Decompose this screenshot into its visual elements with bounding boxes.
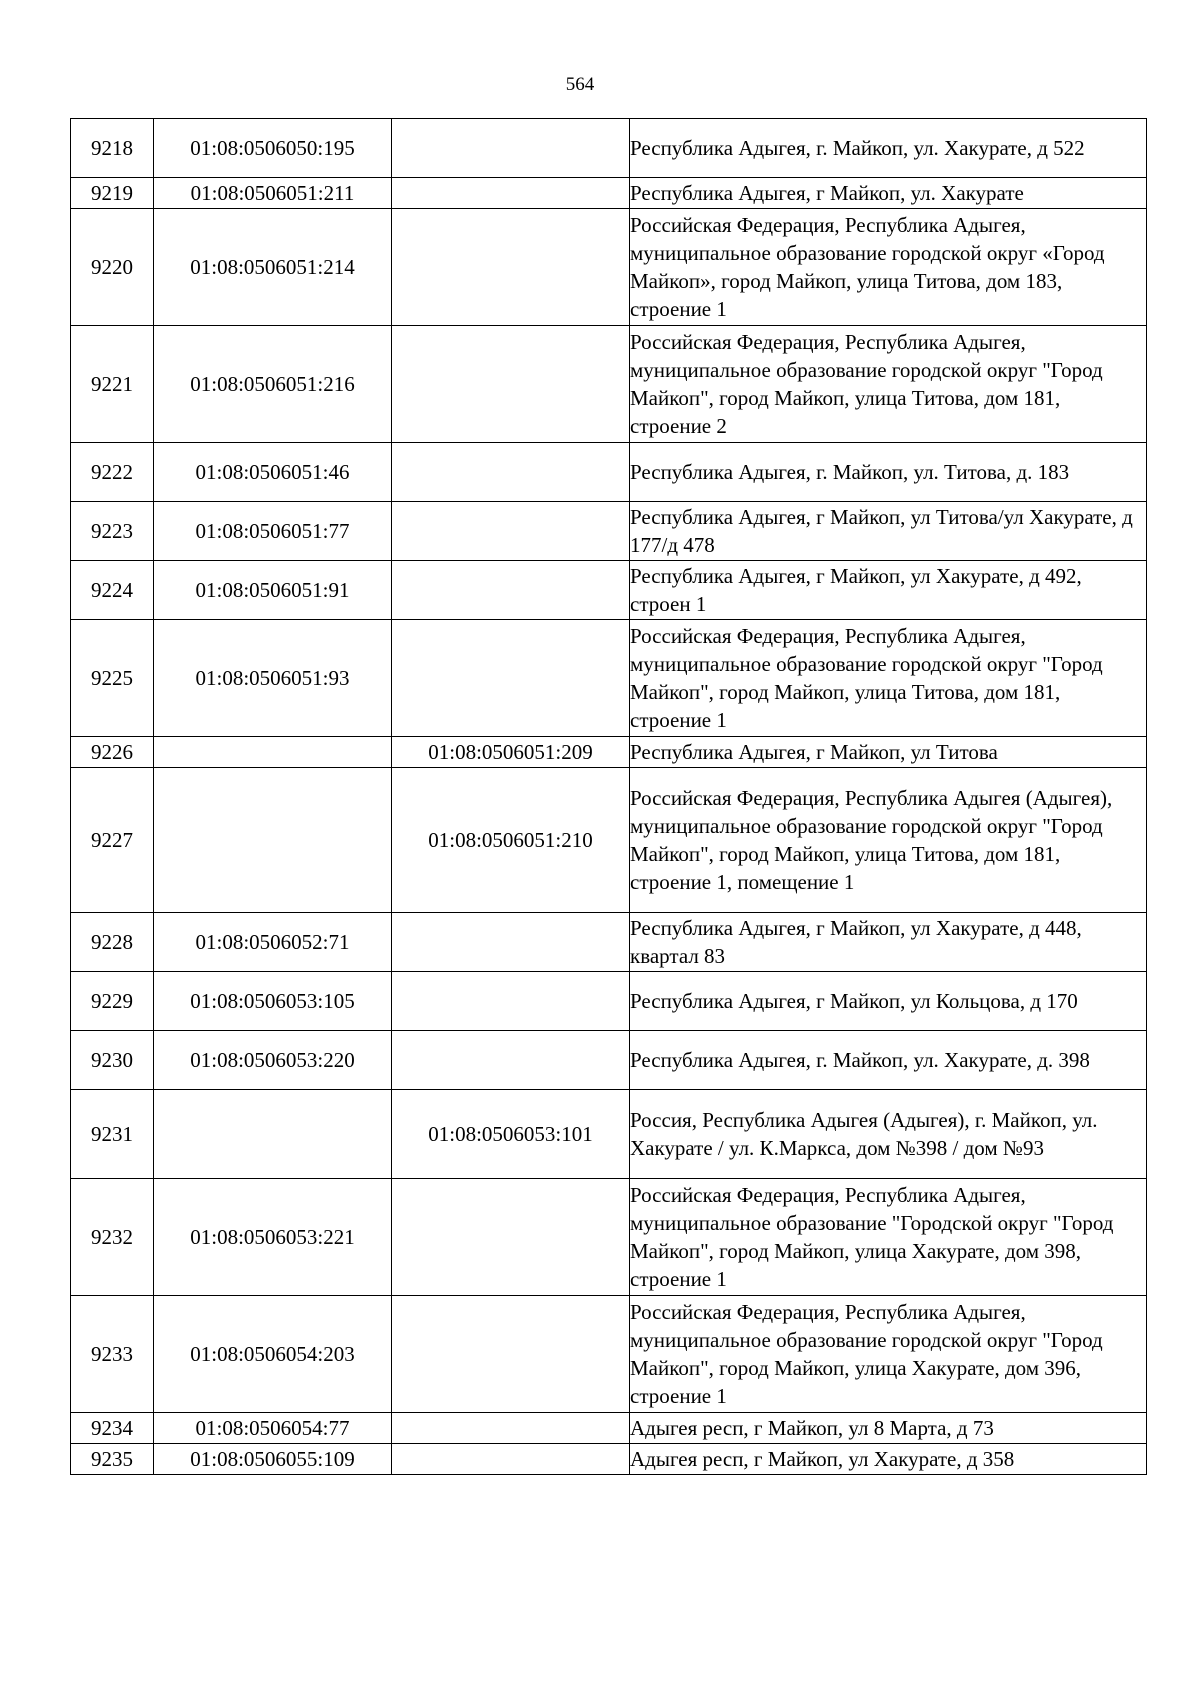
- cadastral-number-cell: 01:08:0506051:46: [154, 443, 392, 502]
- row-number-cell: 9235: [71, 1444, 154, 1475]
- address-cell: Республика Адыгея, г. Майкоп, ул. Титова, д. 183: [630, 443, 1147, 502]
- table-row: [71, 972, 1147, 1031]
- related-cadastral-number-cell: [392, 1031, 630, 1090]
- cadastral-number-cell: 01:08:0506050:195: [154, 119, 392, 178]
- table-row: [71, 1296, 1147, 1413]
- table-row: [71, 561, 1147, 620]
- related-cadastral-number-cell: [392, 209, 630, 326]
- related-cadastral-number-cell: [392, 1179, 630, 1296]
- table-row: [71, 737, 1147, 768]
- address-cell: Республика Адыгея, г. Майкоп, ул. Хакурате, д 522: [630, 119, 1147, 178]
- cadastral-number-cell: 01:08:0506053:105: [154, 972, 392, 1031]
- cadastral-number-cell: 01:08:0506053:220: [154, 1031, 392, 1090]
- address-cell: Республика Адыгея, г. Майкоп, ул. Хакурате, д. 398: [630, 1031, 1147, 1090]
- table-row: [71, 209, 1147, 326]
- address-cell: Российская Федерация, Республика Адыгея (Адыгея), муниципальное образование городской округ "Город Майкоп", город Майкоп, улица Титова, дом 181, строение 1, помещение 1: [630, 768, 1147, 913]
- row-number-cell: 9223: [71, 502, 154, 561]
- related-cadastral-number-cell: [392, 119, 630, 178]
- related-cadastral-number-cell: [392, 1444, 630, 1475]
- row-number-cell: 9231: [71, 1090, 154, 1179]
- cadastral-number-cell: 01:08:0506051:93: [154, 620, 392, 737]
- cadastral-number-cell: 01:08:0506055:109: [154, 1444, 392, 1475]
- address-cell: Республика Адыгея, г Майкоп, ул Кольцова, д 170: [630, 972, 1147, 1031]
- related-cadastral-number-cell: [392, 972, 630, 1031]
- related-cadastral-number-cell: [392, 913, 630, 972]
- row-number-cell: 9218: [71, 119, 154, 178]
- row-number-cell: 9232: [71, 1179, 154, 1296]
- related-cadastral-number-cell: [392, 326, 630, 443]
- address-cell: Адыгея респ, г Майкоп, ул 8 Марта, д 73: [630, 1413, 1147, 1444]
- row-number-cell: 9230: [71, 1031, 154, 1090]
- cadastral-number-cell: 01:08:0506051:216: [154, 326, 392, 443]
- row-number-cell: 9222: [71, 443, 154, 502]
- table-row: [71, 119, 1147, 178]
- table-row: [71, 1444, 1147, 1475]
- row-number-cell: 9226: [71, 737, 154, 768]
- cadastral-number-cell: 01:08:0506053:221: [154, 1179, 392, 1296]
- related-cadastral-number-cell: 01:08:0506051:209: [392, 737, 630, 768]
- address-cell: Россия, Республика Адыгея (Адыгея), г. Майкоп, ул. Хакурате / ул. К.Маркса, дом №398 / дом №93: [630, 1090, 1147, 1179]
- row-number-cell: 9224: [71, 561, 154, 620]
- address-cell: Республика Адыгея, г Майкоп, ул Хакурате, д 448, квартал 83: [630, 913, 1147, 972]
- row-number-cell: 9234: [71, 1413, 154, 1444]
- related-cadastral-number-cell: [392, 561, 630, 620]
- address-cell: Республика Адыгея, г Майкоп, ул Титова/ул Хакурате, д 177/д 478: [630, 502, 1147, 561]
- address-cell: Российская Федерация, Республика Адыгея, муниципальное образование городской округ «Город Майкоп», город Майкоп, улица Титова, дом 183, строение 1: [630, 209, 1147, 326]
- address-cell: Российская Федерация, Республика Адыгея, муниципальное образование "Городской округ "Город Майкоп", город Майкоп, улица Хакурате, дом 398, строение 1: [630, 1179, 1147, 1296]
- cadastral-number-cell: 01:08:0506051:91: [154, 561, 392, 620]
- table-row: [71, 768, 1147, 913]
- cadastral-number-cell: 01:08:0506054:77: [154, 1413, 392, 1444]
- records-table: [70, 118, 1147, 1475]
- address-cell: Адыгея респ, г Майкоп, ул Хакурате, д 358: [630, 1444, 1147, 1475]
- related-cadastral-number-cell: 01:08:0506051:210: [392, 768, 630, 913]
- table-row: [71, 178, 1147, 209]
- table-row: [71, 1413, 1147, 1444]
- cadastral-number-cell: [154, 768, 392, 913]
- table-row: [71, 326, 1147, 443]
- table-row: [71, 1179, 1147, 1296]
- cadastral-number-cell: [154, 1090, 392, 1179]
- related-cadastral-number-cell: [392, 1296, 630, 1413]
- address-cell: Российская Федерация, Республика Адыгея, муниципальное образование городской округ "Город Майкоп", город Майкоп, улица Титова, дом 181, строение 2: [630, 326, 1147, 443]
- table-row: [71, 1090, 1147, 1179]
- related-cadastral-number-cell: [392, 1413, 630, 1444]
- row-number-cell: 9220: [71, 209, 154, 326]
- row-number-cell: 9221: [71, 326, 154, 443]
- cadastral-number-cell: 01:08:0506051:211: [154, 178, 392, 209]
- related-cadastral-number-cell: [392, 502, 630, 561]
- table-row: [71, 620, 1147, 737]
- cadastral-number-cell: 01:08:0506052:71: [154, 913, 392, 972]
- related-cadastral-number-cell: 01:08:0506053:101: [392, 1090, 630, 1179]
- row-number-cell: 9229: [71, 972, 154, 1031]
- related-cadastral-number-cell: [392, 443, 630, 502]
- related-cadastral-number-cell: [392, 178, 630, 209]
- address-cell: Республика Адыгея, г Майкоп, ул Титова: [630, 737, 1147, 768]
- address-cell: Республика Адыгея, г Майкоп, ул. Хакурате: [630, 178, 1147, 209]
- cadastral-number-cell: 01:08:0506051:214: [154, 209, 392, 326]
- table-row: [71, 502, 1147, 561]
- address-cell: Российская Федерация, Республика Адыгея, муниципальное образование городской округ "Город Майкоп", город Майкоп, улица Хакурате, дом 396, строение 1: [630, 1296, 1147, 1413]
- related-cadastral-number-cell: [392, 620, 630, 737]
- table-row: [71, 1031, 1147, 1090]
- table-row: [71, 913, 1147, 972]
- page-number: 564: [565, 74, 595, 95]
- row-number-cell: 9233: [71, 1296, 154, 1413]
- cadastral-number-cell: [154, 737, 392, 768]
- row-number-cell: 9225: [71, 620, 154, 737]
- row-number-cell: 9228: [71, 913, 154, 972]
- cadastral-number-cell: 01:08:0506051:77: [154, 502, 392, 561]
- address-cell: Российская Федерация, Республика Адыгея, муниципальное образование городской округ "Город Майкоп", город Майкоп, улица Титова, дом 181, строение 1: [630, 620, 1147, 737]
- cadastral-number-cell: 01:08:0506054:203: [154, 1296, 392, 1413]
- address-cell: Республика Адыгея, г Майкоп, ул Хакурате, д 492, строен 1: [630, 561, 1147, 620]
- table-row: [71, 443, 1147, 502]
- records-table-body: [71, 119, 1147, 1475]
- row-number-cell: 9219: [71, 178, 154, 209]
- row-number-cell: 9227: [71, 768, 154, 913]
